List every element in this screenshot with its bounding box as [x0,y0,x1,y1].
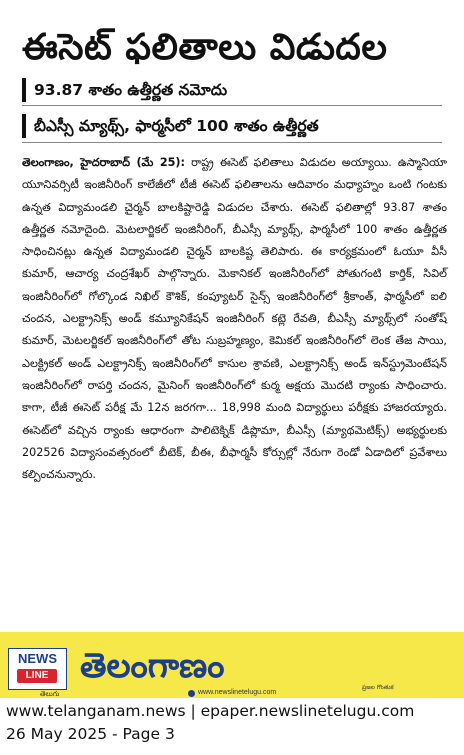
masthead-tagline: ప్రజల గొంతుక [362,684,394,691]
divider [22,105,442,106]
logo-line-text: LINE [17,669,57,683]
source-urls[interactable]: www.telanganam.news | epaper.newslinetelugu.com [6,702,415,720]
logo-language-label: తెలుగు [40,690,60,698]
logo-news-text: NEWS [18,651,57,666]
page-info: 26 May 2025 - Page 3 [6,725,175,743]
article-body [22,152,447,486]
headline: ఈసెట్ ఫలితాలు విడుదల [22,27,388,68]
dateline: తెలంగాణం, హైదరాబాద్ (మే 25): [22,156,185,169]
subhead-pass-percentage: 93.87 శాతం ఉత్తీర్ణత నమోదు [22,78,454,102]
divider [22,142,442,143]
masthead-title: తెలంగాణం [80,646,225,686]
newsline-logo [8,648,67,690]
subhead-hundred-percent: బీఎస్సీ మ్యాథ్స్, ఫార్మసీలో 100 శాతం ఉత్తీర్ణత [22,114,454,138]
globe-icon [188,690,195,697]
website-url[interactable]: www.newslinetelugu.com [198,689,277,696]
article-body-text: రాష్ట్ర ఈసెట్ ఫలితాలు విడుదల అయ్యాయి. ఉస్మానియా యూనివర్సిటీ ఇంజినీరింగ్ కాలేజీలో టీజీ ఈసెట్ ఫలితాలను ఆదివారం మధ్యాహ్నం ఒంటి గంటకు ఉన్నత విద్యామండలి చైర్మన్ బాలకిష్టారెడ్డి విడుదల చేశారు. ఈసెట్ ఫలితాల్లో 93.87 శాతం ఉత్తీర్ణత నమోదైంది. మెటలార్జికల్ ఇంజినీరింగ్, బీఎస్సీ మ్యాథ్స్, ఫార్మసీలో 100 శాతం ఉత్తీర్ణత సాధించినట్లు ఉన్నత విద్యామండలి చైర్మన్ బాలకిష్ట తెలిపారు. ఈ కార్యక్రమంలో ఓయూ వీసీ కుమార్, ఆచార్య చంద్రశేఖర్ పాల్గొన్నారు. మెకానికల్ ఇంజినీరింగ్‌లో పోతుగంటి కార్తిక్, సివిల్ ఇంజినీరింగ్‌లో గోల్కొండ నిఖిల్ కౌశిక్, కంప్యూటర్ సైన్స్ ఇంజినీరింగ్‌లో శ్రీకాంత్, ఫార్మసీలో ఐలి చందన, ఎలక్ట్రానిక్స్ అండ్ కమ్యూనికేషన్ ఇంజినీరింగ్ కట్లె రేవతి, బీఎస్సీ మ్యాథ్స్‌లో సంతోష్ కుమార్, మెటలర్జికల్ ఇంజినీరింగ్‌లో తోట సుబ్రహ్మణ్యం, కెమికల్ ఇంజినీరింగ్‌లో లెంక తేజ సాయి, ఎలక్ట్రికల్ అండ్ ఎలక్ట్రానిక్స్ ఇంజినీరింగ్‌లో కాసుల శ్రావణి, ఎలక్ట్రానిక్స్ అండ్ ఇన్‌స్ట్రుమెంటేషన్ ఇంజినీరింగ్‌లో రాపర్తి చందన, మైనింగ్ ఇంజినీరింగ్‌లో కుర్మ అక్షయ మొదటి ర్యాంకు సాధించారు. కాగా, టీజీ ఈసెట్ పరీక్ష మే 12న జరగగా... 18,998 మంది విద్యార్థులు పరీక్షకు హాజరయ్యారు. ఈసెట్‌లో వచ్చిన ర్యాంకు ఆధారంగా పాలిటెక్నిక్ డిప్లొమా, బీఎస్సీ (మ్యాథమెటిక్స్) అభ్యర్థులకు 202526 విద్యాసంవత్సరంలో బీటెక్, బీఈ, బీఫార్మసీ కోర్సుల్లో నేరుగా రెండో ఏడాదిలో ప్రవేశాలు కల్పించనున్నారు. [22,156,447,482]
